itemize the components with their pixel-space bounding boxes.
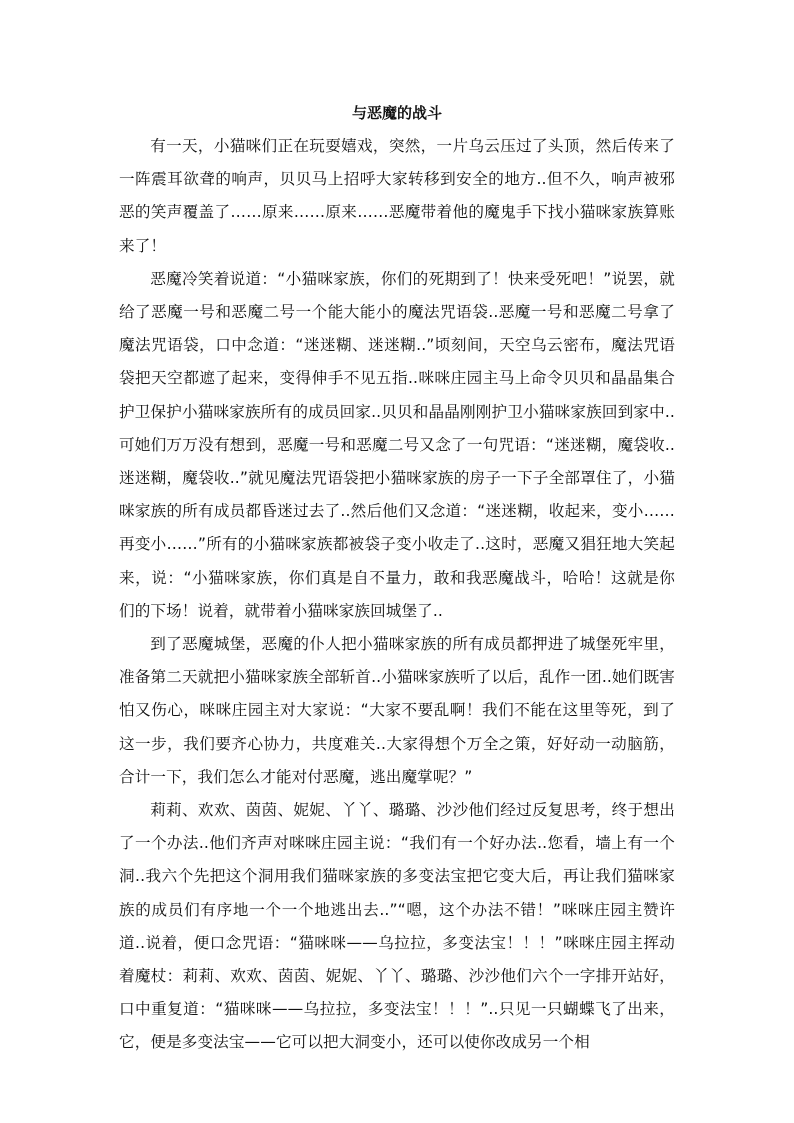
document-title: 与恶魔的战斗: [351, 104, 442, 122]
paragraph-3: 到了恶魔城堡，恶魔的仆人把小猫咪家族的所有成员都押进了城堡死牢里，准备第二天就把小猫咪家族全部斩首..小猫咪家族听了以后，乱作一团..她们既害怕又伤心，咪咪庄园主对大家说：“大家不要乱啊！我们不能在这里等死，到了这一步，我们要齐心协力，共度难关..大家得想个万全之策，好好动一动脑筋，合计一下，我们怎么才能对付恶魔，逃出魔掌呢？”: [119, 635, 675, 786]
paragraph-4: 莉莉、欢欢、茵茵、妮妮、丫丫、璐璐、沙沙他们经过反复思考，终于想出了一个办法..他们齐声对咪咪庄园主说：“我们有一个好办法..您看，墙上有一个洞..我六个先把这个洞用我们猫咪家族的多变法宝把它变大后，再让我们猫咪家族的成员们有序地一个一个地逃出去..”“嗯，这个办法不错！”咪咪庄园主赞许道..说着，便口念咒语：“猫咪咪——乌拉拉，多变法宝！！！”咪咪庄园主挥动着魔杖：莉莉、欢欢、茵茵、妮妮、丫丫、璐璐、沙沙他们六个一字排开站好，口中重复道：“猫咪咪——乌拉拉，多变法宝！！！”..只见一只蝴蝶飞了出来，它，便是多变法宝——它可以把大洞变小，还可以使你改成另一个相: [119, 801, 675, 1052]
document-body: [119, 130, 675, 1060]
paragraph-2: 恶魔冷笑着说道：“小猫咪家族，你们的死期到了！快来受死吧！”说罢，就给了恶魔一号和恶魔二号一个能大能小的魔法咒语袋..恶魔一号和恶魔二号拿了魔法咒语袋，口中念道：“迷迷糊、迷迷糊..”顷刻间，天空乌云密布，魔法咒语袋把天空都遮了起来，变得伸手不见五指..咪咪庄园主马上命令贝贝和晶晶集合护卫保护小猫咪家族所有的成员回家..贝贝和晶晶刚刚护卫小猫咪家族回到家中..可她们万万没有想到，恶魔一号和恶魔二号又念了一句咒语：“迷迷糊，魔袋收..迷迷糊，魔袋收..”就见魔法咒语袋把小猫咪家族的房子一下子全部罩住了，小猫咪家族的所有成员都昏迷过去了..然后他们又念道：“迷迷糊，收起来，变小……再变小……”所有的小猫咪家族都被袋子变小收走了..这时，恶魔又猖狂地大笑起来，说：“小猫咪家族，你们真是自不量力，敢和我恶魔战斗，哈哈！这就是你们的下场！说着，就带着小猫咪家族回城堡了..: [119, 269, 675, 620]
paragraph-1: 有一天，小猫咪们正在玩耍嬉戏，突然，一片乌云压过了头顶，然后传来了一阵震耳欲聋的响声，贝贝马上招呼大家转移到安全的地方..但不久，响声被邪恶的笑声覆盖了……原来……原来……恶魔带着他的魔鬼手下找小猫咪家族算账来了！: [119, 137, 675, 255]
